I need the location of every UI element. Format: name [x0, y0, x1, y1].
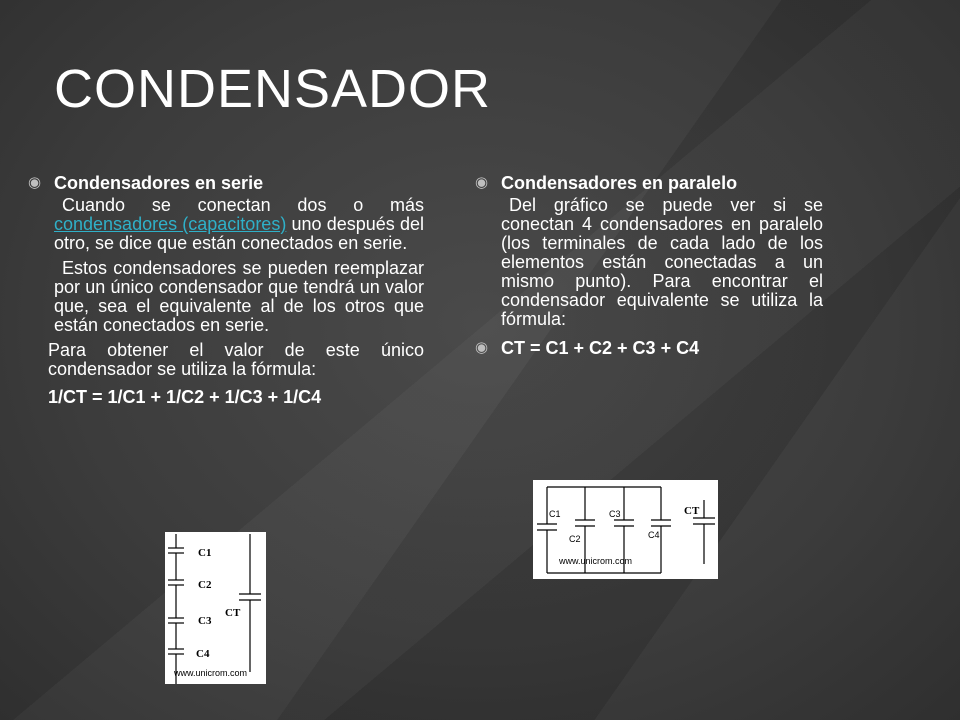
series-label-ct: CT — [225, 607, 241, 619]
series-circuit-diagram — [165, 532, 266, 684]
parallel-label-c1: C1 — [549, 509, 561, 519]
series-circuit-wires — [168, 534, 261, 684]
parallel-circuit-diagram — [533, 480, 718, 579]
parallel-paragraph-1: Del gráfico se puede ver si se conectan 4 condensadores en paralelo (los terminales de cada lado de los elementos están conectadas a un mismo punto). Para encontrar el condensador equivalente se utiliza la fórmula: — [501, 195, 823, 329]
parallel-formula: CT = C1 + C2 + C3 + C4 — [501, 338, 700, 358]
series-p1-start: Cuando se conectan dos o más — [62, 195, 424, 215]
series-paragraph-2: Estos condensadores se pueden reemplazar por un único condensador que tendrá un valor que, sea el equivalente al de los otros que están conectados en serie. — [54, 258, 424, 335]
series-column — [28, 170, 424, 408]
bullet-icon: ◉ — [28, 174, 42, 191]
series-heading: Condensadores en serie — [54, 173, 264, 193]
series-paragraph-3: Para obtener el valor de este único condensador se utiliza la fórmula: — [48, 340, 424, 379]
parallel-heading: Condensadores en paralelo — [501, 173, 738, 193]
series-label-c1: C1 — [198, 547, 212, 559]
series-label-c4: C4 — [196, 648, 210, 660]
capacitors-link[interactable]: condensadores (capacitores) — [54, 214, 287, 234]
series-circuit-svg — [165, 532, 266, 684]
bullet-icon: ◉ — [475, 339, 489, 356]
slide-title: CONDENSADOR — [54, 59, 492, 119]
series-label-c3: C3 — [198, 615, 212, 627]
parallel-label-ct: CT — [684, 505, 700, 517]
series-formula: 1/CT = 1/C1 + 1/C2 + 1/C3 + 1/C4 — [48, 387, 322, 407]
series-watermark: www.unicrom.com — [174, 668, 248, 678]
series-heading-row — [28, 170, 424, 196]
parallel-label-c4: C4 — [648, 530, 660, 540]
bullet-icon: ◉ — [475, 174, 489, 191]
series-p1-end: uno después del otro, se dice que están conectados en serie. — [54, 214, 424, 253]
parallel-label-c2: C2 — [569, 534, 581, 544]
parallel-watermark: www.unicrom.com — [559, 556, 633, 566]
parallel-column — [475, 170, 823, 361]
parallel-circuit-svg — [533, 480, 718, 579]
parallel-formula-row — [475, 335, 823, 361]
series-paragraph-1 — [54, 196, 424, 253]
parallel-label-c3: C3 — [609, 509, 621, 519]
series-label-c2: C2 — [198, 579, 212, 591]
parallel-heading-row — [475, 170, 823, 196]
